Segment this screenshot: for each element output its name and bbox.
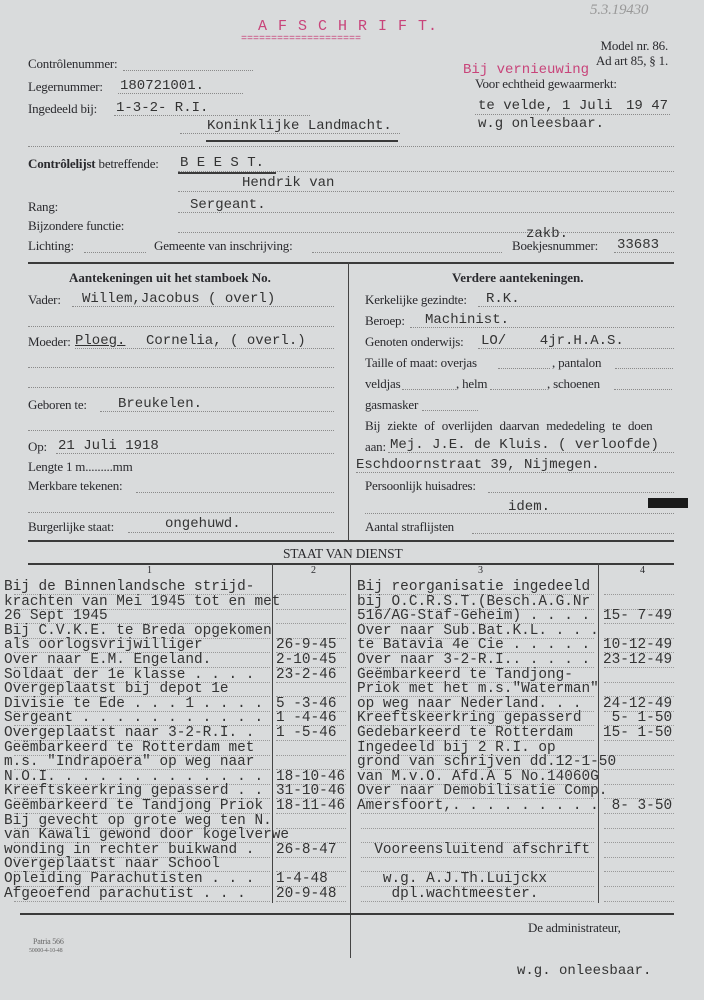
cell-col-1: Overgeplaatst bij depot 1e	[4, 681, 229, 698]
cell-col-3: Amersfoort,. . . . . . . . .	[357, 798, 599, 814]
cell-col-2: 5 -3-46	[276, 695, 337, 712]
straflijsten-label: Aantal straflijsten	[365, 519, 454, 534]
cell-col-3: Vooreensluitend afschrift	[357, 841, 591, 858]
cell-col-1: Afgeoefend parachutist . . .	[4, 885, 246, 902]
cell-col-3: Priok met het m.s."Waterman"	[357, 681, 599, 698]
table-row	[0, 726, 704, 741]
rang-value: Sergeant.	[190, 197, 266, 213]
administrateur-signature: w.g. onleesbaar.	[517, 963, 652, 979]
printer-mark: Patria 566	[33, 937, 64, 946]
table-row	[0, 872, 704, 887]
pencil-note: 5.3.19430	[590, 2, 649, 18]
cell-col-1: m.s. "Indrapoera" op weg naar	[4, 754, 255, 771]
vader-value: Willem,Jacobus ( overl)	[82, 291, 276, 307]
ingedeeld-label: Ingedeeld bij:	[28, 101, 98, 116]
column-header-2: 2	[311, 565, 316, 576]
table-row	[0, 799, 704, 814]
cell-col-1: N.O.I. . . . . . . . . . . . .	[4, 768, 264, 785]
kerkelijke-value: R.K.	[486, 291, 520, 307]
lengte-label: Lengte 1 m.........mm	[28, 459, 133, 474]
legernummer-label: Legernummer:	[28, 79, 103, 94]
given-names-value: Hendrik van	[242, 175, 335, 191]
cell-col-3: Over naar Demobilisatie Comp.	[357, 783, 608, 800]
veldjas-label: veldjas	[365, 376, 401, 391]
cell-col-1: Geëmbarkeerd te Rotterdam met	[4, 739, 255, 756]
cell-col-1: Bij C.V.K.E. te Breda opgekomen	[4, 622, 272, 639]
cell-col-2: 1-4-48	[276, 871, 328, 887]
cell-col-4: 23-12-49	[603, 652, 673, 668]
controlelijst-label	[28, 156, 159, 172]
column-header-3: 3	[478, 565, 483, 576]
cell-col-1: Divisie te Ede . . . 1 . . . .	[4, 695, 264, 712]
cell-col-3: dpl.wachtmeester.	[357, 885, 539, 902]
cell-col-3: op weg naar Nederland. . .	[357, 695, 582, 712]
cell-col-2: 2-10-45	[276, 652, 337, 668]
cell-col-1: Opleiding Parachutisten . . .	[4, 871, 255, 887]
beroep-value: Machinist.	[425, 312, 510, 328]
cell-col-1: krachten van Mei 1945 tot en met	[4, 593, 281, 610]
cell-col-3: te Batavia 4e Cie . . . . .	[357, 637, 591, 654]
onderwijs-value: LO/ 4jr.H.A.S.	[481, 333, 624, 349]
cell-col-3: Geëmbarkeerd te Tandjong-	[357, 666, 573, 683]
cell-col-1: Kreeftskeerkring gepasserd . .	[4, 783, 264, 800]
column-header-1: 1	[147, 565, 152, 576]
column-header-4: 4	[640, 565, 645, 576]
aan-value: Mej. J.E. de Kluis. ( verloofde)	[390, 437, 659, 453]
cell-col-3: Ingedeeld bij 2 R.I. op	[357, 739, 556, 756]
cell-col-3: 516/AG-Staf-Geheim) . . . .	[357, 608, 591, 625]
cell-col-1: van Kawali gewond door kogelverwe	[4, 827, 289, 844]
functie-label: Bijzondere functie:	[28, 218, 125, 233]
authenticity-label: Voor echtheid gewaarmerkt:	[475, 76, 617, 91]
table-row	[0, 580, 704, 595]
cell-col-4: 10-12-49	[603, 637, 673, 654]
cell-col-4: 8- 3-50	[603, 798, 673, 814]
cell-col-3: van M.v.O. Afd.A 5 No.14060G	[357, 768, 599, 785]
beroep-label: Beroep:	[365, 313, 405, 328]
cell-col-2: 18-11-46	[276, 798, 346, 814]
cell-col-1: 26 Sept 1945	[4, 608, 108, 625]
cell-col-1: Overgeplaatst naar 3-2-R.I. .	[4, 725, 255, 741]
moeder-value: Cornelia, ( overl.)	[146, 333, 306, 349]
controlelijst-bold: Contrôlelijst	[28, 156, 96, 171]
cell-col-4: 15- 1-50	[603, 725, 673, 741]
staat-van-dienst-heading: STAAT VAN DIENST	[283, 546, 403, 561]
op-value: 21 Juli 1918	[58, 438, 159, 454]
cell-col-2: 1 -5-46	[276, 725, 337, 741]
cell-col-3: Kreeftskeerkring gepasserd	[357, 710, 582, 727]
cell-col-1: Bij gevecht op grote weg ten N.	[4, 812, 272, 829]
cell-col-2: 1 -4-46	[276, 710, 337, 727]
cell-col-4: 15- 7-49	[603, 608, 673, 625]
cell-col-4: 24-12-49	[603, 695, 673, 712]
article-ref: Ad art 85, § 1.	[595, 53, 668, 68]
verdere-heading: Verdere aantekeningen.	[452, 270, 584, 285]
authenticity-place-date: te velde, 1 Juli	[478, 98, 613, 114]
title-underline: ====================	[241, 34, 362, 45]
table-row	[0, 887, 704, 902]
cell-col-3: Bij reorganisatie ingedeeld	[357, 579, 591, 595]
document-title: A F S C H R I F T.	[258, 18, 439, 35]
moeder-label: Moeder:	[28, 334, 71, 349]
cell-col-2: 26-8-47	[276, 841, 337, 858]
print-code: 50000-4-10-48	[29, 948, 63, 954]
controlenummer-label: Contrôlenummer:	[28, 56, 118, 71]
kerkelijke-label: Kerkelijke gezindte:	[365, 292, 467, 307]
cell-col-1: wonding in rechter buikwand .	[4, 841, 255, 858]
onderwijs-label: Genoten onderwijs:	[365, 334, 464, 349]
lichting-label: Lichting:	[28, 238, 74, 253]
cell-col-1: als oorlogsvrijwilliger	[4, 637, 203, 654]
renewal-stamp: Bij vernieuwing	[463, 62, 590, 78]
authenticity-signature: w.g onleesbaar.	[478, 116, 605, 132]
administrateur-label: De administrateur,	[528, 920, 621, 935]
cell-col-3: Over naar 3-2-R.I.. . . . .	[357, 652, 591, 668]
cell-col-1: Bij de Binnenlandsche strijd-	[4, 579, 255, 595]
cell-col-1: Over naar E.M. Engeland.	[4, 652, 212, 668]
gemeente-label: Gemeente van inschrijving:	[154, 238, 293, 253]
cell-col-1: Overgeplaatst naar School	[4, 856, 220, 873]
cell-col-2: 31-10-46	[276, 783, 346, 800]
op-label: Op:	[28, 439, 47, 454]
cell-col-2: 23-2-46	[276, 666, 337, 683]
taille-label: Taille of maat: overjas	[365, 355, 477, 370]
cell-col-3: Over naar Sub.Bat.K.L. . . .	[357, 622, 599, 639]
burgerlijke-value: ongehuwd.	[165, 516, 241, 532]
rang-label: Rang:	[28, 199, 59, 214]
cell-col-2: 20-9-48	[276, 885, 337, 902]
cell-col-2: 18-10-46	[276, 768, 346, 785]
huisadres-label: Persoonlijk huisadres:	[365, 478, 476, 493]
redaction-mark	[648, 498, 688, 508]
cell-col-2: 26-9-45	[276, 637, 337, 654]
stamboek-heading: Aantekeningen uit het stamboek No.	[69, 270, 271, 285]
cell-col-4: 5- 1-50	[603, 710, 673, 727]
nummer-label: Boekjesnummer:	[512, 238, 599, 253]
cell-col-1: Soldaat der 1e klasse . . . .	[4, 666, 255, 683]
geboren-label: Geboren te:	[28, 397, 87, 412]
huisadres-value: idem.	[508, 499, 551, 515]
aan-label: aan:	[365, 439, 386, 454]
table-row	[0, 653, 704, 668]
contact-address: Eschdoornstraat 39, Nijmegen.	[356, 457, 600, 473]
surname-value: B E E S T.	[180, 155, 265, 171]
cell-col-3: bij O.C.R.S.T.(Besch.A.G.Nr	[357, 593, 591, 610]
zakb-annotation: zakb.	[526, 226, 569, 242]
gasmasker-label: gasmasker	[365, 397, 419, 412]
ziekte-label: Bij ziekte of overlijden daarvan mededeling te doen	[365, 418, 653, 433]
geboren-value: Breukelen.	[118, 396, 203, 412]
cell-col-3: Gedebarkeerd te Rotterdam	[357, 725, 573, 741]
model-number: Model nr. 86.	[600, 38, 668, 53]
schoenen-label: , schoenen	[547, 376, 600, 391]
table-row	[0, 828, 704, 843]
cell-col-1: Geëmbarkeerd te Tandjong Priok	[4, 798, 264, 814]
table-row	[0, 609, 704, 624]
authenticity-year: 19 47	[626, 98, 669, 114]
vader-label: Vader:	[28, 292, 61, 307]
moeder-surname: Ploeg.	[75, 333, 126, 349]
table-row	[0, 682, 704, 697]
helm-label: , helm	[456, 376, 488, 391]
burgerlijke-label: Burgerlijke staat:	[28, 519, 115, 534]
merkbare-label: Merkbare tekenen:	[28, 478, 123, 493]
cell-col-3: grond van schrijven dd.12-1-50	[357, 754, 617, 771]
branch-value: Koninklijke Landmacht.	[207, 118, 392, 134]
betreffende-label: betreffende:	[98, 156, 159, 171]
pantalon-label: , pantalon	[552, 355, 602, 370]
cell-col-1: Sergeant . . . . . . . . . . .	[4, 710, 264, 727]
ingedeeld-value: 1-3-2- R.I.	[116, 100, 209, 116]
nummer-value: 33683	[617, 237, 660, 253]
cell-col-3: w.g. A.J.Th.Luijckx	[357, 871, 547, 887]
table-row	[0, 755, 704, 770]
legernummer-value: 180721001.	[120, 78, 205, 94]
